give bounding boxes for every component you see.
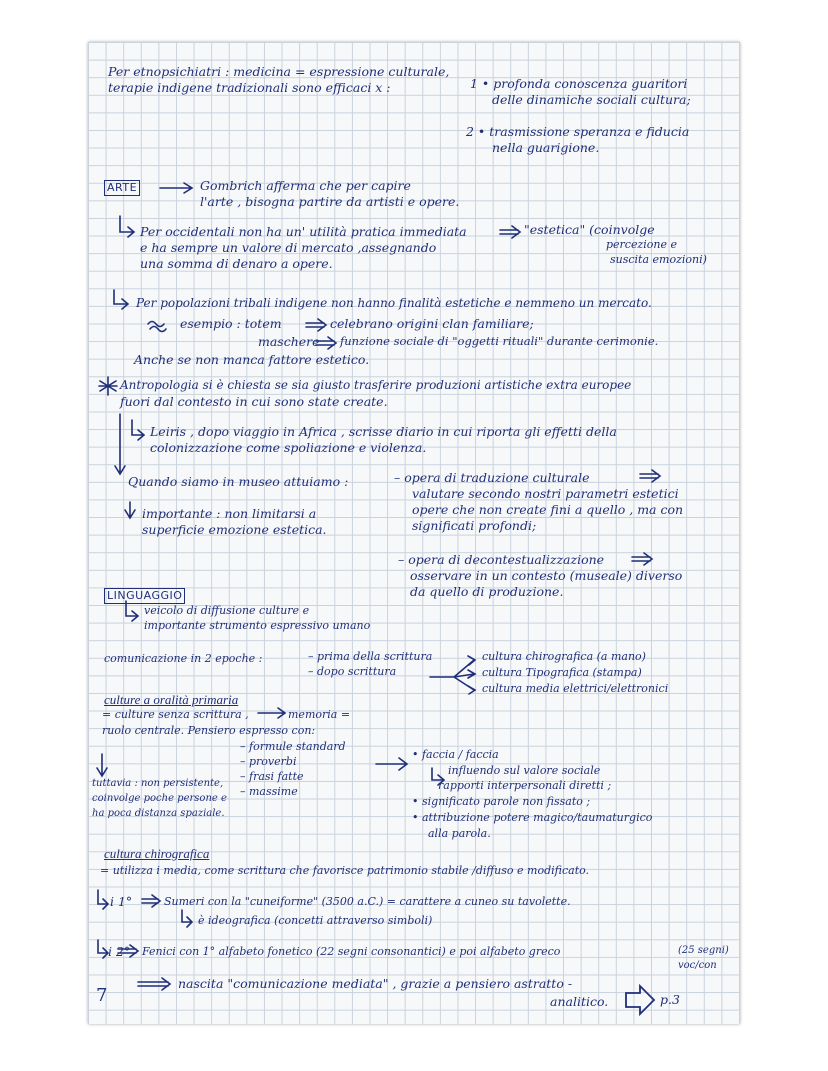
oralita-rapporti: rapporti interpersonali diretti ; xyxy=(438,779,612,792)
linguaggio-prima: – prima della scrittura xyxy=(308,650,433,663)
arrow-icon xyxy=(160,183,192,193)
arrow-icon xyxy=(376,758,407,770)
oralita-massime: – massime xyxy=(240,785,298,798)
chiro-analitico: analitico. xyxy=(550,994,609,1009)
arte-occidentali-1: Per occidentali non ha un' utilità pratica immediata xyxy=(140,224,467,239)
oralita-attribuzione: • attribuzione potere magico/taumaturgico xyxy=(412,811,653,824)
oralita-line-1: = culture senza scrittura , xyxy=(102,708,249,721)
branch-arrow-icon xyxy=(430,656,475,694)
asterisk-icon xyxy=(99,377,117,395)
linguaggio-comunicazione: comunicazione in 2 epoche : xyxy=(104,652,263,665)
arte-tribali-3a: maschere xyxy=(258,334,320,349)
section-label-linguaggio: LINGUAGGIO xyxy=(104,588,185,604)
antro-importante-2: superficie emozione estetica. xyxy=(142,522,327,537)
linguaggio-line-2: importante strumento espressivo umano xyxy=(144,619,371,632)
chiro-title: cultura chirografica xyxy=(104,846,210,861)
arte-tribali-2b: celebrano origini clan familiare; xyxy=(330,316,534,331)
antro-leiris-1: Leiris , dopo viaggio in Africa , scrisse diario in cui riporta gli effetti della xyxy=(150,424,617,439)
arte-occidentali-2: e ha sempre un valore di mercato ,assegnando xyxy=(140,240,437,255)
next-page-arrow-icon xyxy=(626,986,654,1014)
tilde-arrow-icon xyxy=(148,322,166,332)
chiro-fenici: Fenici con 1° alfabeto fonetico (22 segni consonantici) e poi alfabeto greco xyxy=(142,945,561,958)
hook-arrow-icon xyxy=(126,601,138,621)
linguaggio-cultura-2: cultura Tipografica (stampa) xyxy=(482,666,642,679)
oralita-title: culture a oralità primaria xyxy=(104,692,239,707)
double-arrow-icon xyxy=(138,978,170,990)
arte-gombrich-2: l'arte , bisogna partire da artisti e opere. xyxy=(200,194,460,209)
chiro-secondo: i 2° xyxy=(108,944,131,959)
page-number: 7 xyxy=(96,985,108,1006)
antro-traduzione-2: valutare secondo nostri parametri estetici xyxy=(412,486,679,501)
antro-traduzione-1: – opera di traduzione culturale xyxy=(394,470,590,485)
arte-gombrich-1: Gombrich afferma che per capire xyxy=(200,178,411,193)
oralita-tuttavia-3: ha poca distanza spaziale. xyxy=(92,808,225,819)
etno-line-1: Per etnopsichiatri : medicina = espressione culturale, xyxy=(108,64,450,79)
arte-tribali-4: Anche se non manca fattore estetico. xyxy=(134,352,370,367)
chiro-sumeri: Sumeri con la "cuneiforme" (3500 a.C.) = carattere a cuneo su tavolette. xyxy=(164,895,571,908)
etno-point-1b: delle dinamiche sociali cultura; xyxy=(492,92,691,107)
antro-leiris-2: colonizzazione come spoliazione e violenza. xyxy=(150,440,427,455)
oralita-tuttavia-1: tuttavia : non persistente, xyxy=(92,778,224,789)
down-arrow-icon xyxy=(97,754,107,776)
chiro-ideografica: è ideografica (concetti attraverso simboli) xyxy=(198,914,433,927)
oralita-frasi: – frasi fatte xyxy=(240,770,304,783)
notebook-page xyxy=(88,42,740,1024)
arte-tribali-1: Per popolazioni tribali indigene non hanno finalità estetiche e nemmeno un mercato. xyxy=(136,296,652,310)
chiro-line-1: = utilizza i media, come scrittura che favorisce patrimonio stabile /diffuso e modificato. xyxy=(100,864,590,877)
chiro-primo: i 1° xyxy=(110,894,133,909)
linguaggio-line-1: veicolo di diffusione culture e xyxy=(144,604,310,617)
arrow-icon xyxy=(258,708,285,718)
arte-tribali-3b: funzione sociale di "oggetti rituali" durante cerimonie. xyxy=(340,334,659,348)
arte-estetica-2: percezione e xyxy=(606,238,678,251)
antro-traduzione-3: opere che non create fini a quello , ma con xyxy=(412,502,684,517)
oralita-influendo: influendo sul valore sociale xyxy=(448,764,601,777)
double-arrow-icon xyxy=(500,226,520,238)
oralita-faccia: • faccia / faccia xyxy=(412,748,499,761)
oralita-significato: • significato parole non fissato ; xyxy=(412,795,591,808)
double-arrow-icon xyxy=(142,895,160,907)
antro-decontest-1: – opera di decontestualizzazione xyxy=(398,552,605,567)
chiro-vocali: voc/con xyxy=(678,960,717,971)
arte-occidentali-3: una somma di denaro a opere. xyxy=(140,256,333,271)
etno-point-2b: nella guarigione. xyxy=(492,140,600,155)
hook-arrow-icon xyxy=(114,290,128,309)
next-page-label: p.3 xyxy=(660,992,680,1007)
linguaggio-cultura-1: cultura chirografica (a mano) xyxy=(482,650,646,663)
arte-estetica-1: "estetica" (coinvolge xyxy=(524,222,655,237)
double-arrow-icon xyxy=(632,553,652,565)
oralita-tuttavia-2: coinvolge poche persone e xyxy=(92,793,227,804)
antro-decontest-2: osservare in un contesto (museale) diverso xyxy=(410,568,683,583)
antro-museo: Quando siamo in museo attuiamo : xyxy=(128,474,349,489)
antro-decontest-3: da quello di produzione. xyxy=(410,584,564,599)
etno-point-2a: 2 • trasmissione speranza e fiducia xyxy=(466,124,690,139)
double-arrow-icon xyxy=(640,470,660,482)
etno-line-2: terapie indigene tradizionali sono efficaci x : xyxy=(108,80,391,95)
hook-arrow-icon xyxy=(98,940,108,958)
arte-estetica-3: suscita emozioni) xyxy=(610,253,707,266)
section-label-arte: ARTE xyxy=(104,180,140,196)
hook-arrow-icon xyxy=(120,216,134,237)
antro-line-2: fuori dal contesto in cui sono state create. xyxy=(120,394,388,409)
antro-traduzione-4: significati profondi; xyxy=(412,518,537,533)
antro-importante-1: importante : non limitarsi a xyxy=(142,506,317,521)
oralita-parola: alla parola. xyxy=(428,827,491,840)
antro-line-1: Antropologia si è chiesta se sia giusto trasferire produzioni artistiche extra europee xyxy=(120,378,632,392)
oralita-formule: – formule standard xyxy=(240,740,346,753)
hook-arrow-icon xyxy=(132,420,144,440)
linguaggio-cultura-3: cultura media elettrici/elettronici xyxy=(482,682,669,695)
chiro-segni: (25 segni) xyxy=(678,945,729,956)
double-arrow-icon xyxy=(306,319,326,331)
linguaggio-dopo: – dopo scrittura xyxy=(308,665,397,678)
etno-point-1a: 1 • profonda conoscenza guaritori xyxy=(470,76,688,91)
chiro-nascita: nascita "comunicazione mediata" , grazie a pensiero astratto - xyxy=(178,976,573,991)
oralita-proverbi: – proverbi xyxy=(240,755,297,768)
arte-tribali-2a: esempio : totem xyxy=(180,316,282,331)
hook-arrow-icon xyxy=(182,910,192,927)
hook-arrow-icon xyxy=(98,890,108,909)
oralita-line-2: ruolo centrale. Pensiero espresso con: xyxy=(102,724,316,737)
down-arrow-icon xyxy=(125,502,135,518)
oralita-memoria: memoria = xyxy=(288,708,351,721)
down-arrow-icon xyxy=(115,414,125,474)
